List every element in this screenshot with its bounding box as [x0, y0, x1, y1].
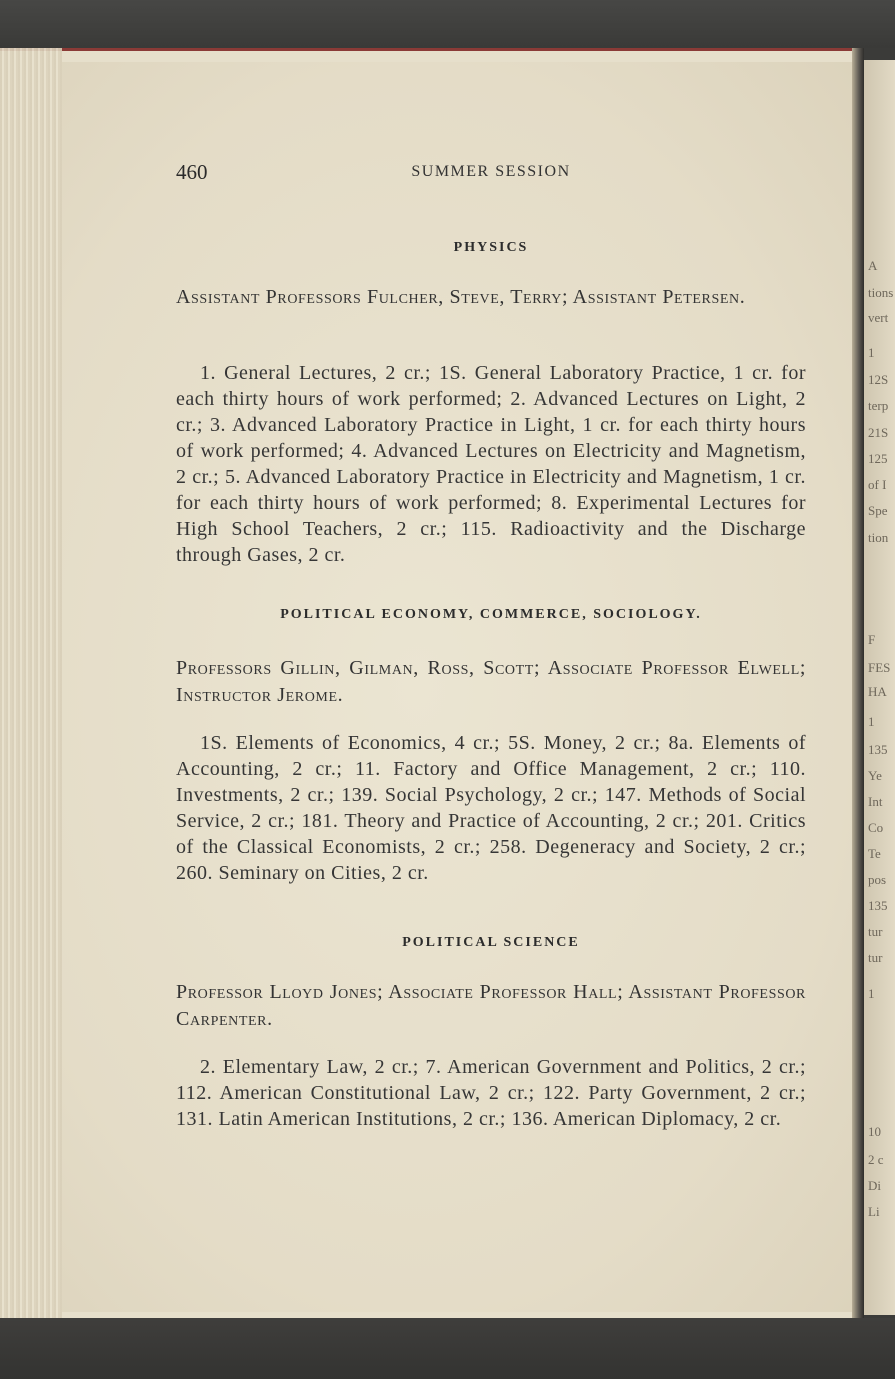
faculty-political-science: Professor Lloyd Jones; Associate Professor Hall; Assistant Professor Carpenter. [176, 981, 806, 1030]
facing-page-fragment: FES [868, 660, 891, 675]
courses-physics: 1. General Lectures, 2 cr.; 1S. General Laboratory Practice, 1 cr. for each thirty hours of work performed; 2. Advanced Lectures on Light, 2 cr.; 3. Advanced Laboratory Practice in Light, 1 cr. for each thirty hours of work performed; 4. Advanced Lectures on Electricity and Magnetism, 2 cr.; 5. Advanced Laboratory Practice in Electricity and Magnetism, 1 cr. for each thirty hours of work performed; 8. Experimental Lectures for High School Teachers, 2 cr.; 115. Radioactivity and the Discharge through Gases, 2 cr. [176, 362, 806, 566]
section-title-political-economy: POLITICAL ECONOMY, COMMERCE, SOCIOLOGY. [280, 607, 702, 622]
facing-page-fragment: Int [868, 794, 883, 809]
facing-page-fragment: 1 [868, 986, 875, 1001]
page-number: 460 [176, 160, 208, 184]
facing-page-fragment: A [868, 258, 878, 273]
facing-page-fragment: 2 c [868, 1152, 884, 1167]
facing-page-fragment: 21S [868, 425, 889, 440]
running-title: SUMMER SESSION [411, 163, 571, 180]
facing-page-fragment: tur [868, 924, 883, 939]
facing-page-fragment: Te [868, 846, 881, 861]
facing-page-fragment: Co [868, 820, 884, 835]
page-header [176, 160, 806, 186]
facing-page-fragment: of I [868, 477, 887, 492]
facing-page-fragment: 135 [868, 742, 888, 757]
facing-page-fragment: 125 [868, 451, 888, 466]
facing-page-fragment: HA [868, 684, 887, 699]
facing-page-fragment: Di [868, 1178, 881, 1193]
faculty-political-economy: Professors Gillin, Gilman, Ross, Scott; Associate Professor Elwell; Instructor Jerome. [176, 657, 806, 706]
facing-page-fragment: Ye [868, 768, 882, 783]
facing-page-fragment: tion [868, 530, 889, 545]
facing-page-fragment: tions [868, 285, 894, 300]
facing-page-fragment: vert [868, 310, 889, 325]
courses-political-science: 2. Elementary Law, 2 cr.; 7. American Government and Politics, 2 cr.; 112. American Constitutional Law, 2 cr.; 122. Party Government, 2 cr.; 131. Latin American Institutions, 2 cr.; 136. American Diplomacy, 2 cr. [176, 1056, 806, 1130]
facing-page-fragment: terp [868, 398, 889, 413]
facing-page-fragment: 1 [868, 345, 875, 360]
facing-page-fragment: 12S [868, 372, 889, 387]
facing-page-fragment: pos [868, 872, 887, 887]
facing-page-fragment: F [868, 632, 876, 647]
section-title-physics: PHYSICS [453, 240, 529, 255]
facing-page-fragment: Spe [868, 503, 888, 518]
facing-page-fragment: tur [868, 950, 883, 965]
section-title-political-science: POLITICAL SCIENCE [402, 935, 580, 950]
courses-political-economy: 1S. Elements of Economics, 4 cr.; 5S. Money, 2 cr.; 8a. Elements of Accounting, 2 cr.; 11. Factory and Office Management, 2 cr.; 110. Investments, 2 cr.; 139. Social Psychology, 2 cr.; 147. Methods of Social Service, 2 cr.; 181. Theory and Practice of Accounting, 2 cr.; 201. Critics of the Classical Economists, 2 cr.; 258. Degeneracy and Society, 2 cr.; 260. Seminary on Cities, 2 cr. [176, 732, 806, 884]
facing-page-fragment: Li [868, 1204, 880, 1219]
facing-page-fragment: 10 [868, 1124, 881, 1139]
facing-page-fragment: 135 [868, 898, 888, 913]
faculty-physics: Assistant Professors Fulcher, Steve, Terry; Assistant Petersen. [176, 286, 746, 308]
facing-page-fragment: 1 [868, 714, 875, 729]
